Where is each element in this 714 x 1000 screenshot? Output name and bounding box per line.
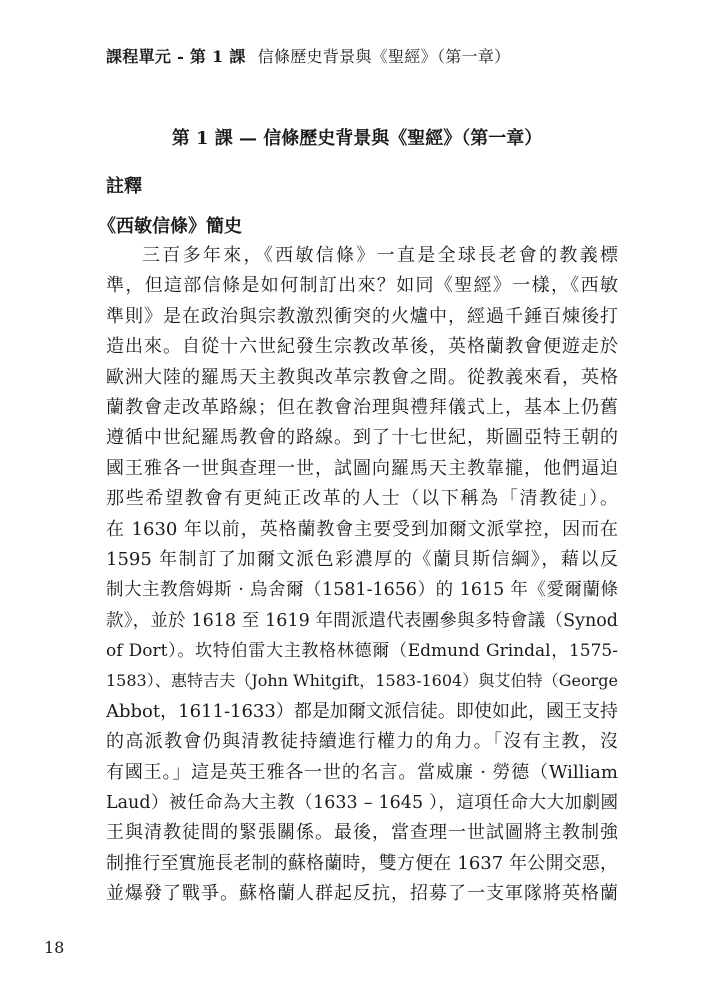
- paragraph-line: 遵循中世紀羅馬教會的路線。到了十七世紀，斯圖亞特王朝的: [106, 427, 618, 449]
- paragraph-line: 準，但這部信條是如何制訂出來？如同《聖經》一樣，《西敏: [106, 275, 618, 297]
- body-paragraph: [106, 241, 618, 910]
- paragraph-line: 在 1630 年以前，英格蘭教會主要受到加爾文派掌控，因而在: [106, 518, 618, 540]
- section-heading: 《西敏信條》簡史: [98, 216, 242, 237]
- paragraph-line: 國王雅各一世與查理一世，試圖向羅馬天主教靠攏，他們逼迫: [106, 457, 618, 479]
- paragraph-line: 王與清教徒間的緊張關係。最後，當查理一世試圖將主教制強: [106, 822, 618, 844]
- paragraph-line: 1595 年制訂了加爾文派色彩濃厚的《蘭貝斯信綱》，藉以反: [106, 548, 618, 570]
- page-number: 18: [44, 938, 65, 957]
- paragraph-line: 那些希望教會有更純正改革的人士（以下稱為「清教徒」）。: [106, 488, 618, 510]
- paragraph-line: 準則》是在政治與宗教激烈衝突的火爐中，經過千錘百煉後打: [106, 305, 618, 327]
- paragraph-line: of Dort）。坎特伯雷大主教格林德爾（Edmund Grindal，1575-: [106, 641, 618, 662]
- paragraph-line: Laud）被任命為大主教（1633 – 1645 ），這項任命大大加劇國: [106, 793, 618, 814]
- paragraph-line: 制推行至實施長老制的蘇格蘭時，雙方便在 1637 年公開交惡，: [106, 852, 618, 874]
- paragraph-line: 三百多年來，《西敏信條》一直是全球長老會的教義標: [142, 245, 618, 266]
- running-header: [106, 44, 510, 67]
- running-header-unit: 課程單元 - 第 1 課: [106, 47, 246, 66]
- running-header-title: 信條歷史背景與《聖經》（第一章）: [257, 47, 511, 66]
- paragraph-line: 1583）、惠特吉夫（John Whitgift，1583-1604）與艾伯特（George: [106, 671, 618, 691]
- paragraph-line: 有國王。」這是英王雅各一世的名言。當威廉 · 勞德（William: [106, 761, 618, 783]
- notes-heading: 註釋: [106, 176, 142, 197]
- paragraph-line: Abbot，1611-1633）都是加爾文派信徒。即使如此，國王支持: [106, 700, 618, 722]
- lesson-title: 第 1 課 — 信條歷史背景與《聖經》（第一章）: [171, 128, 543, 149]
- paragraph-line: 歐洲大陸的羅馬天主教與改革宗教會之間。從教義來看，英格: [106, 366, 618, 388]
- paragraph-line: 制大主教詹姆斯 · 烏舍爾（1581-1656）的 1615 年《愛爾蘭條: [106, 580, 618, 601]
- paragraph-line: 蘭教會走改革路線；但在教會治理與禮拜儀式上，基本上仍舊: [106, 396, 618, 418]
- paragraph-line: 的高派教會仍與清教徒持續進行權力的角力。「沒有主教，沒: [106, 731, 618, 753]
- paragraph-line: 造出來。自從十六世紀發生宗教改革後，英格蘭教會便遊走於: [106, 336, 618, 358]
- paragraph-line: 並爆發了戰爭。蘇格蘭人群起反抗，招募了一支軍隊將英格蘭: [106, 883, 618, 905]
- paragraph-line: 款》，並於 1618 至 1619 年間派遣代表團參與多特會議（Synod: [106, 610, 618, 631]
